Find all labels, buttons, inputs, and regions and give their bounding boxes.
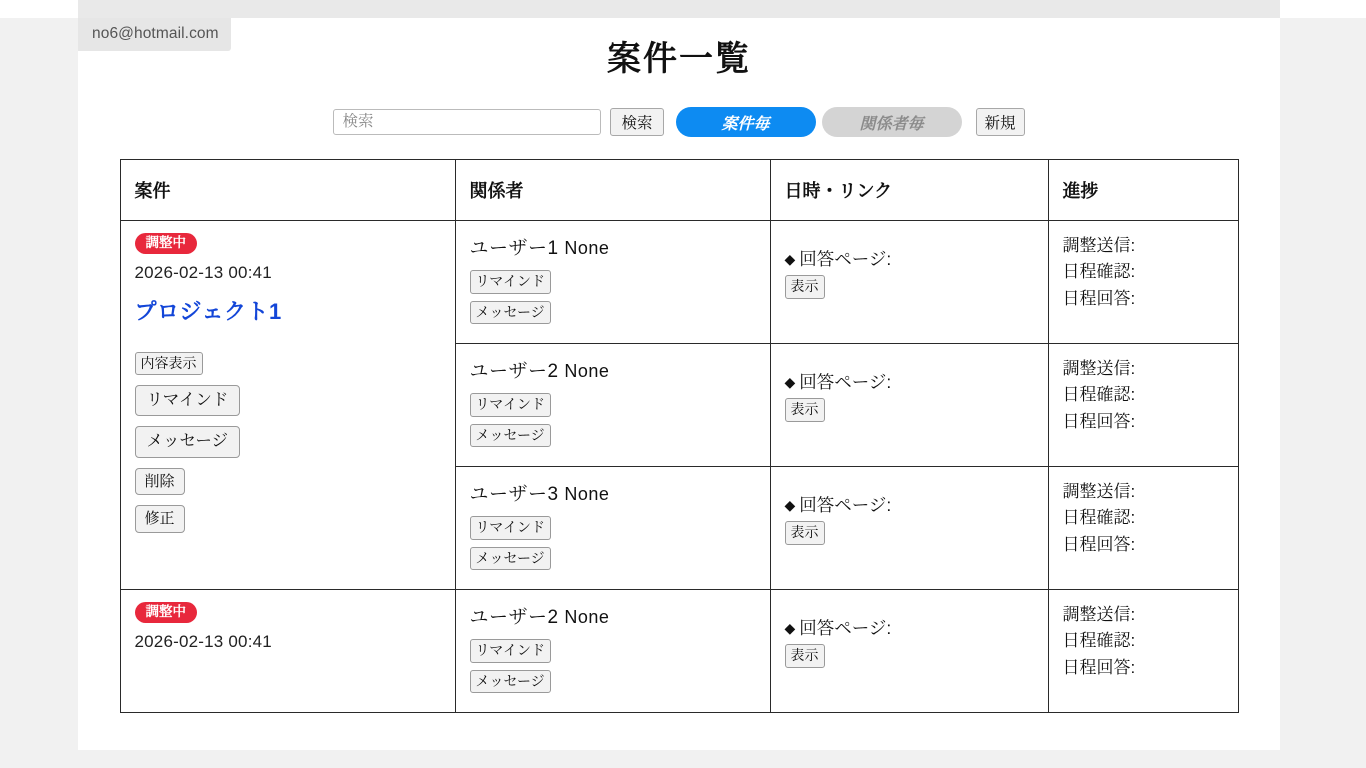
participant-status: None [564,238,610,258]
answer-page-text: 回答ページ: [799,495,892,515]
show-content-button[interactable]: 内容表示 [135,352,203,376]
participant-action-group [470,516,756,570]
column-header-participant: 関係者 [455,160,770,221]
participant-name: ユーザー1 [469,238,559,259]
progress-cell [1048,221,1238,344]
participant-message-button[interactable]: メッセージ [470,547,551,571]
progress-cell [1048,590,1238,713]
column-header-case: 案件 [120,160,455,221]
chrome-left-gap [0,0,78,18]
progress-check: 日程確認: [1062,631,1136,651]
toggle-by-case[interactable]: 案件毎 [676,107,816,137]
participant-cell [455,344,770,467]
case-action-group [135,352,441,533]
account-email-chip[interactable]: no6@hotmail.com [78,18,231,51]
participant-name: ユーザー2 [469,361,559,382]
progress-sent: 調整送信: [1062,236,1136,255]
answer-page-label [785,246,1034,271]
participant-message-button[interactable]: メッセージ [470,301,551,325]
progress-sent: 調整送信: [1062,605,1136,624]
datetime-link-cell [770,590,1048,713]
page-title: 案件一覧 [607,40,751,78]
participant-action-group [470,270,756,324]
progress-sent: 調整送信: [1062,359,1136,378]
status-badge: 調整中 [135,233,198,254]
participant-remind-button[interactable]: リマインド [470,639,551,663]
participant-message-button[interactable]: メッセージ [470,424,551,448]
column-header-datetime-link: 日時・リンク [770,160,1048,221]
case-remind-button[interactable]: リマインド [135,385,241,416]
progress-reply: 日程回答: [1062,657,1136,677]
table-row [120,221,1238,344]
case-edit-button[interactable]: 修正 [135,505,185,533]
case-datetime: 2026-02-13 00:41 [134,262,272,282]
progress-reply: 日程回答: [1062,534,1136,554]
participant-cell [455,467,770,590]
chrome-right-gap [1280,0,1366,18]
participant-action-group [470,639,756,693]
progress-reply: 日程回答: [1062,288,1136,308]
show-answer-page-button[interactable]: 表示 [785,275,825,299]
participant-name-line [470,479,756,506]
answer-page-text: 回答ページ: [799,618,892,638]
cases-table [120,159,1239,713]
answer-page-label [785,492,1034,517]
progress-cell [1048,467,1238,590]
page-content [78,18,1280,713]
answer-page-link-wrap [785,521,1034,545]
answer-page-link-wrap [785,644,1034,668]
diamond-icon: ◆ [784,620,796,636]
search-input[interactable] [333,109,601,135]
answer-page-link-wrap [785,398,1034,422]
participant-message-button[interactable]: メッセージ [470,670,551,694]
show-answer-page-button[interactable]: 表示 [785,398,825,422]
toolbar [78,107,1280,137]
participant-name: ユーザー3 [469,484,559,505]
datetime-link-cell [770,467,1048,590]
progress-sent: 調整送信: [1062,482,1136,501]
case-cell [120,590,455,713]
table-row [120,590,1238,713]
datetime-link-cell [770,344,1048,467]
participant-name-line [470,602,756,629]
browser-chrome-strip [0,0,1366,18]
progress-check: 日程確認: [1062,508,1136,528]
search-button[interactable]: 検索 [610,108,663,136]
case-datetime: 2026-02-13 00:41 [134,631,272,651]
case-cell [120,221,455,590]
participant-name-line [470,356,756,383]
participant-cell [455,590,770,713]
participant-status: None [564,361,610,381]
case-message-button[interactable]: メッセージ [135,426,241,457]
participant-action-group [470,393,756,447]
progress-cell [1048,344,1238,467]
diamond-icon: ◆ [784,374,796,390]
project-link[interactable]: プロジェクト1 [134,298,282,324]
answer-page-label [785,369,1034,394]
diamond-icon: ◆ [784,251,796,267]
answer-page-label [785,615,1034,640]
diamond-icon: ◆ [784,497,796,513]
participant-name-line [470,233,756,260]
status-badge: 調整中 [135,602,198,623]
datetime-link-cell [770,221,1048,344]
answer-page-text: 回答ページ: [799,372,892,392]
progress-reply: 日程回答: [1062,411,1136,431]
participant-remind-button[interactable]: リマインド [470,516,551,540]
participant-name: ユーザー2 [469,607,559,628]
participant-cell [455,221,770,344]
answer-page-link-wrap [785,275,1034,299]
participant-remind-button[interactable]: リマインド [470,270,551,294]
toggle-by-person[interactable]: 関係者毎 [822,107,962,137]
new-button[interactable]: 新規 [976,108,1025,136]
participant-status: None [564,484,610,504]
column-header-progress: 進捗 [1048,160,1238,221]
case-delete-button[interactable]: 削除 [135,468,185,496]
show-answer-page-button[interactable]: 表示 [785,521,825,545]
table-header-row [120,160,1238,221]
participant-status: None [564,607,610,627]
progress-check: 日程確認: [1062,385,1136,405]
progress-check: 日程確認: [1062,262,1136,282]
page-viewport [78,18,1280,750]
answer-page-text: 回答ページ: [799,249,892,269]
show-answer-page-button[interactable]: 表示 [785,644,825,668]
participant-remind-button[interactable]: リマインド [470,393,551,417]
